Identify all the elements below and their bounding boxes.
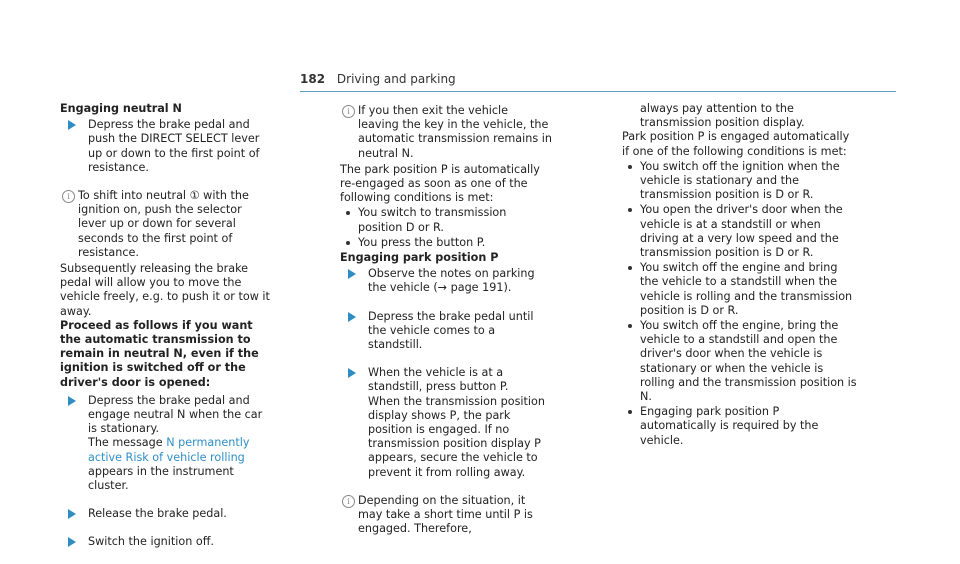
bullet-icon — [346, 211, 350, 215]
step-arrow-icon — [348, 312, 356, 322]
step — [60, 394, 272, 493]
bullet-icon — [628, 266, 632, 270]
bullet-icon — [628, 208, 632, 212]
bullet-item — [622, 203, 858, 260]
bullet-item — [340, 236, 552, 250]
note-text: To shift into neutral ① with the ignition on, push the selector lever up or down for several seconds to the first point of resistance. — [78, 189, 249, 259]
step-text: Switch the ignition off. — [88, 535, 214, 549]
bullet-item — [622, 405, 858, 448]
heading-engaging-neutral: Engaging neutral N — [60, 102, 182, 115]
step — [340, 366, 552, 480]
header-rule — [300, 91, 896, 92]
column-1 — [60, 102, 272, 564]
heading-engaging-park: Engaging park position P — [340, 251, 499, 265]
step — [60, 507, 272, 521]
step-text: Observe the notes on parking the vehicle (→ page 191). — [368, 267, 535, 295]
bullet-item — [622, 261, 858, 318]
step — [340, 310, 552, 353]
note — [340, 494, 552, 537]
step-text: appears in the instrument cluster. — [88, 464, 234, 493]
step-arrow-icon — [348, 269, 356, 279]
cluster-message: N permanently active Risk of vehicle rolling — [88, 436, 250, 464]
step — [60, 535, 272, 549]
bullet-text: You switch off the engine and bring the vehicle to a standstill when the vehicle is rolling and the transmission position is D or R. — [640, 261, 853, 317]
bullet-text: You switch off the engine, bring the vehicle to a standstill and open the driver's door when the vehicle is stationary or when the vehicle is rolling and the transmission position is N. — [640, 319, 857, 404]
bullet-text: Engaging park position P automatically is required by the vehicle. — [640, 405, 819, 447]
note-text: If you then exit the vehicle leaving the key in the vehicle, the automatic transmission remains in neutral N. — [358, 104, 552, 160]
bullet-item — [340, 206, 552, 234]
info-icon: i — [342, 105, 355, 118]
step-text: The message — [88, 436, 163, 450]
bullet-icon — [346, 241, 350, 245]
step-arrow-icon — [68, 537, 76, 547]
note-text: Depending on the situation, it may take a short time until P is engaged. Therefore, — [358, 493, 533, 536]
paragraph: Subsequently releasing the brake pedal will allow you to move the vehicle freely, e.g. to push it or tow it away. — [60, 262, 270, 318]
step-text: When the vehicle is at a standstill, press button P. — [368, 366, 509, 394]
info-icon: i — [342, 495, 355, 508]
step-arrow-icon — [68, 120, 76, 130]
heading-remain-neutral: Proceed as follows if you want the automatic transmission to remain in neutral N, even if the ignition is switched off or the driver's door is opened: — [60, 318, 259, 389]
step-text: Release the brake pedal. — [88, 507, 227, 521]
bullet-text: You press the button P. — [358, 235, 486, 249]
bullet-text: You switch off the ignition when the vehicle is stationary and the transmission position is D or R. — [640, 159, 840, 202]
paragraph: The park position P is automatically re-engaged as soon as one of the following conditions is met: — [340, 162, 540, 205]
bullet-item — [622, 319, 858, 404]
step-arrow-icon — [348, 368, 356, 378]
page-header — [300, 72, 456, 86]
step-text: Depress the brake pedal until the vehicle comes to a standstill. — [368, 309, 534, 352]
bullet-text: You switch to transmission position D or R. — [358, 206, 507, 234]
bullet-icon — [628, 410, 632, 414]
note — [340, 104, 552, 161]
bullet-item — [622, 160, 858, 203]
section-title: Driving and parking — [336, 72, 456, 86]
step — [340, 267, 552, 295]
page-number: 182 — [300, 72, 326, 86]
note — [60, 189, 272, 260]
bullet-icon — [628, 324, 632, 328]
step-text: Depress the brake pedal and engage neutral N when the car is stationary. — [88, 393, 263, 436]
step — [60, 118, 272, 175]
step-text: Depress the brake pedal and push the DIRECT SELECT lever up or down to the first point of resistance. — [88, 118, 260, 174]
step-arrow-icon — [68, 396, 76, 406]
step-arrow-icon — [68, 509, 76, 519]
paragraph: always pay attention to the transmission position display. — [640, 102, 805, 130]
step-text: When the transmission position display shows P, the park position is engaged. If no transmission position display P appears, secure the vehicle to prevent it from rolling away. — [368, 394, 545, 479]
bullet-text: You open the driver's door when the vehicle is at a standstill or when driving at a very low speed and the transmission position is D or R. — [640, 203, 843, 260]
bullet-icon — [628, 165, 632, 169]
paragraph: Park position P is engaged automatically if one of the following conditions is met: — [622, 130, 850, 158]
column-2 — [340, 102, 552, 538]
column-3 — [622, 102, 858, 449]
info-icon: i — [62, 190, 75, 203]
